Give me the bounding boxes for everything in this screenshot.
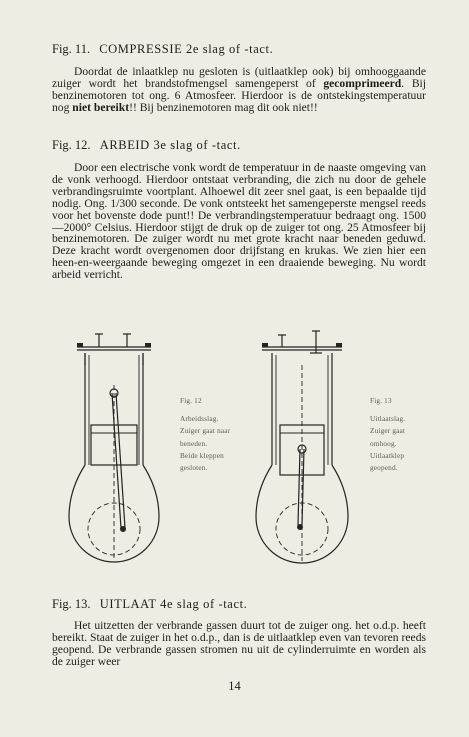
- text-run: Doordat de inlaatklep nu gesloten is (uitlaatklep ook) bij omhooggaande zuiger wordt het brandstofmengsel samengeperst of: [52, 65, 426, 90]
- caption-line: Uitlaatklep: [370, 451, 405, 460]
- connecting-rod: [110, 389, 126, 532]
- cylinder-head: [262, 331, 342, 353]
- engine-diagram-fig13: [242, 325, 362, 575]
- paragraph-arbeid: [52, 162, 426, 281]
- caption-fig12: [180, 395, 230, 474]
- bold-term: gecomprimeerd: [323, 76, 402, 90]
- text-run: Het uitzetten der verbrande gassen duurt tot de zuiger ong. het o.d.p. heeft bereikt. Staat de zuiger in het o.d.p., dan is de uitlaatklep even van tevoren reeds geopend. De verbrande gassen stromen nu uit de cylinderruimte en worden als de zuiger weer: [52, 619, 426, 668]
- fig-number: Fig. 12.: [52, 138, 91, 152]
- crankcase: [256, 365, 348, 563]
- heading-arbeid: [52, 138, 241, 153]
- caption-line: Uitlaatslag.: [370, 415, 406, 424]
- caption-line: geopend.: [370, 464, 398, 473]
- caption-fig13: [370, 395, 405, 474]
- text-run: Door een electrische vonk wordt de temperatuur in de naaste omgeving van de vonk verhoogd. Hierdoor ontstaat verbranding, die zich nu door de gehele verbrandingsruimte voortplant. Alhoewel dit zeer snel gaat, is een bepaalde tijd nodig. Ong. 1/300 seconde. De vonk ontsteekt het samengeperste mengsel reeds voor het bovenste dode punt!! De verbrandingstemperatuur bedraagt ong. 1500—2000° Celsius. Hierdoor stijgt de druk op de zuiger tot ong. 25 Atmosfeer bij benzinemotoren. De zuiger wordt nu met grote kracht naar beneden geduwd. Deze kracht wordt overgenomen door drijfstang en krukas. We zien hier een heen-en-weergaande beweging omgezet in een draaiende beweging. Nu wordt arbeid verricht.: [52, 161, 426, 282]
- section-title: UITLAAT 4e slag of -tact.: [99, 597, 248, 611]
- section-title: ARBEID 3e slag of -tact.: [99, 138, 241, 152]
- caption-line: beneden.: [180, 439, 208, 448]
- caption-line: Zuiger gaat naar: [180, 427, 231, 436]
- paragraph-compressie: [52, 66, 426, 114]
- heading-uitlaat: [52, 597, 247, 612]
- caption-label: Fig. 12: [180, 397, 202, 405]
- caption-line: Arbeidsslag.: [180, 415, 219, 424]
- fig-number: Fig. 11.: [52, 42, 91, 56]
- fig-number: Fig. 13.: [52, 597, 91, 611]
- caption-line: gesloten.: [180, 464, 208, 473]
- paragraph-uitlaat: [52, 620, 426, 668]
- cylinder-head: [77, 334, 151, 365]
- crankcase: [69, 385, 159, 562]
- caption-line: Beide kleppen: [180, 451, 224, 460]
- page-number: 14: [228, 679, 241, 693]
- connecting-rod: [297, 445, 306, 530]
- caption-line: omhoog.: [370, 439, 397, 448]
- caption-line: Zuiger gaat: [370, 427, 406, 436]
- engine-diagram-fig12: [55, 325, 175, 575]
- caption-label: Fig. 13: [370, 397, 392, 405]
- section-title: COMPRESSIE 2e slag of -tact.: [99, 42, 274, 56]
- bold-term: niet bereikt: [72, 100, 130, 114]
- heading-compressie: [52, 42, 273, 57]
- text-run: !! Bij benzinemotoren mag dit ook niet!!: [129, 100, 318, 114]
- text-run: . Bij benzinemotoren tot ong. 6 Atmosfeer. Hierdoor is de ontstekingstemperatuur nog: [52, 76, 426, 114]
